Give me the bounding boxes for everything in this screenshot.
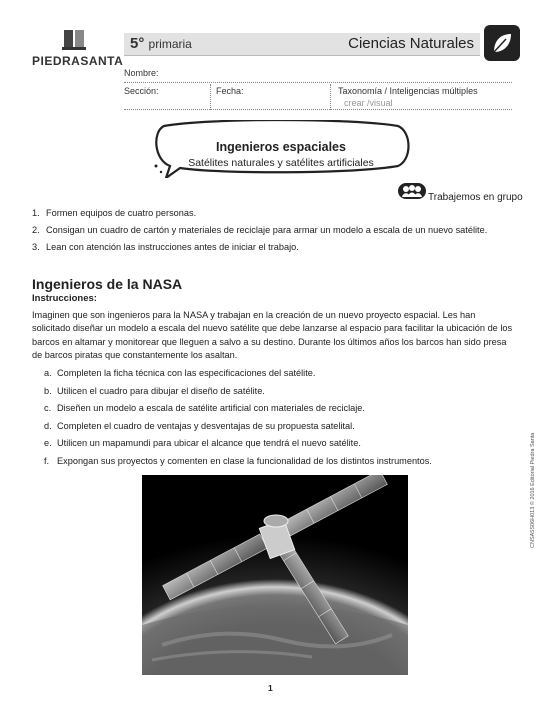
steps-list [32, 205, 487, 256]
list-item: 1. Formen equipos de cuatro personas. [32, 208, 197, 218]
name-label: Nombre: [124, 68, 159, 78]
grade-ordinal: ° [138, 35, 145, 52]
subject-title: Ciencias Naturales [348, 35, 474, 52]
intro-paragraph: Imaginen que son ingenieros para la NASA y trabajan en la creación de un nuevo proyecto espacial. Les han solicitado diseñar un modelo a escala del nuevo satélite que debe lanzarse al espacio para facilitar la ubicación de los barcos en altamar y monitorear que lleguen a salvo a su destino. Durante los últimos años los barcos han sido presa de barcos piratas que constantemente los asaltan. [32, 310, 513, 361]
leaf-icon [484, 25, 520, 61]
grade-level: primaria [148, 37, 192, 51]
grade-label [130, 35, 192, 52]
book-icon [62, 30, 86, 50]
instructions-list [44, 365, 432, 471]
banner-title: Ingenieros espaciales [216, 140, 346, 154]
banner-subtitle: Satélites naturales y satélites artificiales [188, 157, 374, 169]
list-item: b. Utilicen el cuadro para dibujar el diseño de satélite. [44, 385, 265, 396]
copyright-code: CNSA5S06H013 © 2016 Editorial Piedra Santa [530, 432, 536, 548]
date-label: Fecha: [216, 86, 244, 96]
divider [210, 84, 211, 110]
group-work-label: Trabajemos en grupo [428, 192, 523, 203]
list-item: a. Completen la ficha técnica con las especificaciones del satélite. [44, 368, 316, 378]
divider [330, 84, 331, 110]
grade-number: 5 [130, 35, 139, 52]
taxonomy-label: Taxonomía / Inteligencias múltiples [338, 86, 478, 96]
name-row [124, 68, 512, 83]
section-title: Ingenieros de la NASA [32, 276, 183, 292]
list-item: 3. Lean con atención las instrucciones antes de iniciar el trabajo. [32, 242, 299, 252]
publisher-logo [32, 30, 122, 68]
section-label: Sección: [124, 86, 159, 96]
list-item: c. Diseñen un modelo a escala de satélite artificial con materiales de reciclaje. [44, 403, 365, 414]
details-row [124, 84, 512, 110]
page-number: 1 [268, 683, 273, 693]
list-item: d. Completen el cuadro de ventajas y desventajas de su propuesta satelital. [44, 420, 355, 431]
instructions-label: Instrucciones: [32, 293, 97, 304]
list-item: f. Expongan sus proyectos y comenten en clase la funcionalidad de los distintos instrumentos. [44, 455, 432, 466]
divider [124, 109, 512, 110]
brand-name: PIEDRASANTA [32, 54, 124, 68]
satellite-photo [142, 475, 408, 675]
list-item: 2. Consigan un cuadro de cartón y materiales de reciclaje para armar un modelo a escala de un nuevo satélite. [32, 225, 488, 235]
group-icon [398, 183, 426, 204]
list-item: e. Utilicen un mapamundi para ubicar el alcance que tendrá el nuevo satélite. [44, 438, 361, 449]
taxonomy-value: crear /visual [344, 98, 393, 108]
